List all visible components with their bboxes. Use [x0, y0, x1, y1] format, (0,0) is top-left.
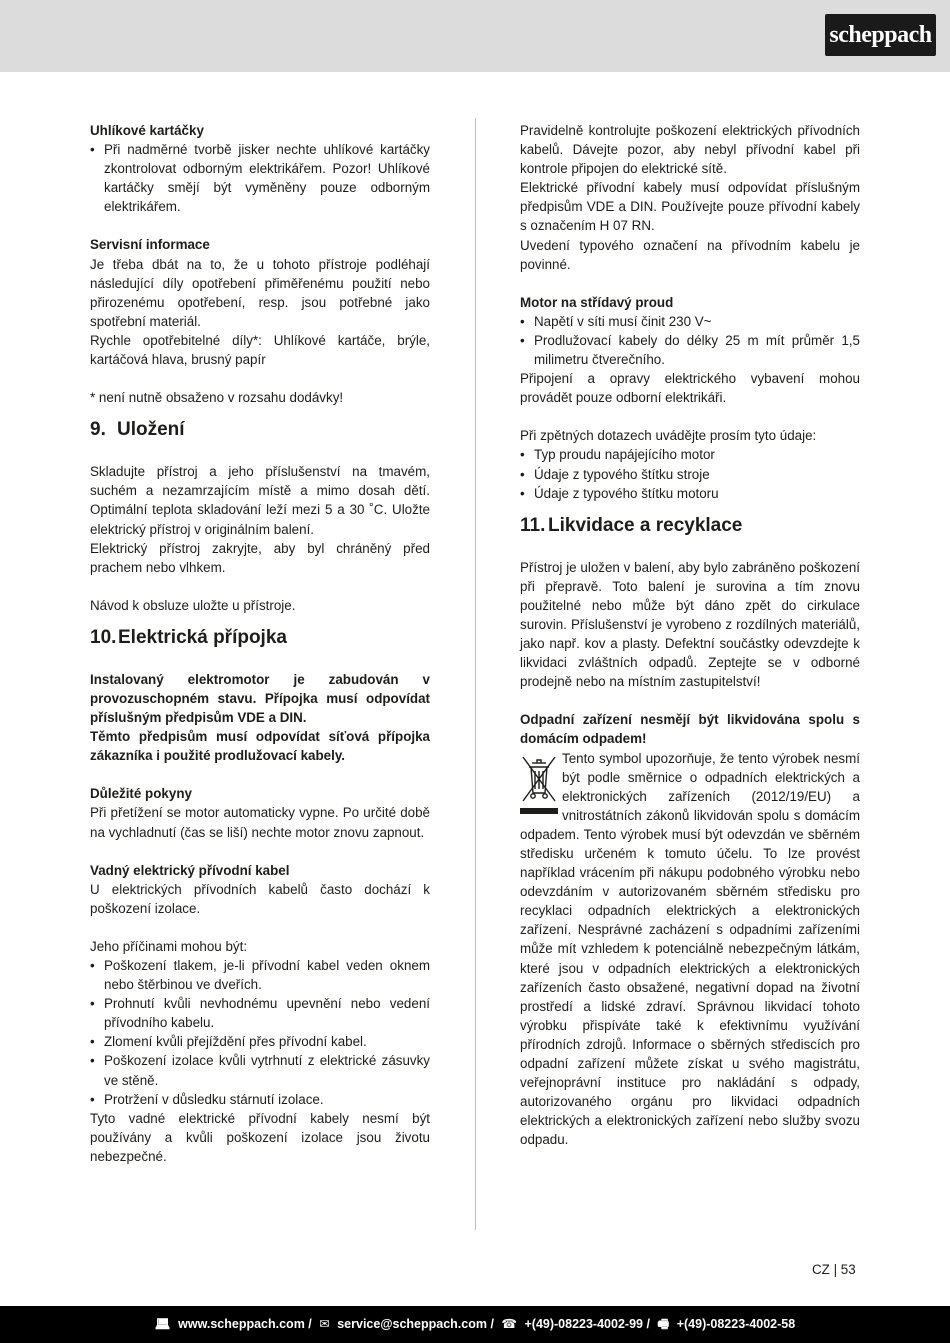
page-number: CZ | 53	[812, 1262, 856, 1277]
causes-intro: Jeho příčinami mohou být:	[90, 938, 248, 954]
inquiry-list	[520, 445, 860, 502]
list-item: • Prohnutí kvůli nevhodnému upevnění nebo vedení přívodního kabelu.	[90, 994, 430, 1032]
important-notes-heading: Důležité pokyny	[90, 786, 192, 802]
email-link[interactable]: service@scheppach.com /	[337, 1317, 494, 1331]
service-info-heading: Servisní informace	[90, 237, 210, 253]
important-notes-paragraph: Při přetížení se motor automaticky vypne. Po určité době na vychladnutí (čas se liší) nechte motor znovu zapnout.	[90, 805, 430, 840]
inquiry-intro: Při zpětných dotazech uvádějte prosím tyto údaje:	[520, 428, 817, 444]
delivery-note: * není nutně obsaženo v rozsahu dodávky!	[90, 390, 344, 406]
repairs-paragraph: Připojení a opravy elektrického vybavení mohou provádět pouze odborní elektrikáři.	[520, 371, 860, 406]
list-item: • Při nadměrné tvorbě jisker nechte uhlíkové kartáčky zkontrolovat odborným elektrikářem. Pozor! Uhlíkové kartáčky smějí být vyměněny pouze odborným elektrikářem.	[90, 140, 430, 216]
list-item: • Poškození tlakem, je-li přívodní kabel veden oknem nebo štěrbinou ve dveřích.	[90, 956, 430, 994]
left-column	[90, 121, 430, 1166]
ac-motor-list	[520, 312, 860, 369]
weee-paragraph: Tento symbol upozorňuje, že tento výrobek nesmí být podle směrnice o odpadních elektrických a elektronických zařízeních (2012/19/EU) a vnitrostátních zákonů likvidován spolu s domácím odpadem. Tento výrobek musí být odevzdán ve sběrném středisku určeném k tomuto účelu. To lze provést například vrácením při nákupu podobného výrobku nebo odevzdáním v autorizovaném sběrném středisku pro recyklaci odpadních elektrických a elektronických zařízení. Nesprávné zacházení s odpadními zařízeními může mít vzhledem k potenciálně nebezpečným látkám, které jsou v odpadních elektrických a elektronických zařízeních často obsažené, negativní dopad na životní prostředí a lidské zdraví. Správnou likvidací tohoto výrobku přispíváte také k efektivnímu využívání přírodních zdrojů. Informace o sběrných střediscích pro odpadní zařízení můžete získat u svého magistrátu, veřejnoprávní instituce pro nakládání s odpady, autorizovaného orgánu pro likvidaci odpadních elektrických a elektronických zařízení nebo služby svozu odpadu.	[520, 750, 860, 1148]
phone-icon: ☎︎	[501, 1317, 517, 1331]
section-heading-storage: 9. Uložení	[90, 419, 185, 441]
faulty-cable-paragraph: U elektrických přívodních kabelů často dochází k poškození izolace.	[90, 881, 430, 916]
weee-block	[520, 749, 860, 1150]
scheppach-logo: scheppach	[825, 14, 936, 56]
motor-installed-paragraph: Instalovaný elektromotor je zabudován v provozuschopném stavu. Přípojka musí odpovídat příslušným předpisům VDE a DIN.	[90, 671, 430, 726]
list-item: • Typ proudu napájejícího motor	[520, 445, 860, 464]
manual-storage-paragraph: Návod k obsluze uložte u přístroje.	[90, 597, 296, 613]
cable-standards-paragraph: Elektrické přívodní kabely musí odpovídat příslušným předpisům VDE a DIN. Používejte pouze přívodní kabely s označením H 07 RN.	[520, 180, 860, 234]
website-link[interactable]: www.scheppach.com /	[178, 1317, 312, 1331]
phone-number: +(49)-08223-4002-99 /	[524, 1317, 650, 1331]
crossed-out-wheelie-bin-icon	[520, 753, 558, 817]
list-item: • Napětí v síti musí činit 230 V~	[520, 312, 860, 331]
carbon-brushes-list	[90, 140, 430, 216]
service-info-paragraph: Je třeba dbát na to, že u tohoto přístroje podléhají následující díly opotřebení přiměřenému použití nebo přirozenému opotřebení, resp. jsou potřebné jako spotřební materiál.	[90, 256, 430, 329]
cable-check-paragraph: Pravidelně kontrolujte poškození elektrických přívodních kabelů. Dávejte pozor, aby nebyl přívodní kabel při kontrole připojen do elektrické sítě.	[520, 123, 860, 177]
storage-paragraph: Skladujte přístroj a jeho příslušenství na tmavém, suchém a nezamrzajícím místě a mimo dosah dětí. Optimální teplota skladování leží mezi 5 a 30 ˚C. Uložte elektrický přístroj v originálním balení.	[90, 464, 430, 537]
regulations-paragraph: Těmto předpisům musí odpovídat síťová přípojka zákazníka i použité prodlužovací kabely.	[90, 729, 430, 764]
section-heading-electrical: 10.Elektrická přípojka	[90, 626, 287, 648]
faulty-cable-heading: Vadný elektrický přívodní kabel	[90, 862, 290, 878]
ac-motor-heading: Motor na střídavý proud	[520, 294, 674, 310]
cable-marking-paragraph: Uvedení typového označení na přívodním kabelu je povinné.	[520, 237, 860, 272]
carbon-brushes-heading: Uhlíkové kartáčky	[90, 123, 204, 138]
list-item: • Protržení v důsledku stárnutí izolace.	[90, 1090, 430, 1109]
list-item: • Údaje z typového štítku stroje	[520, 465, 860, 484]
email-icon: ✉︎	[319, 1317, 330, 1331]
footer-bar	[0, 1306, 950, 1343]
waste-warning-heading: Odpadní zařízení nesmějí být likvidována spolu s domácím odpadem!	[520, 712, 860, 747]
packaging-paragraph: Přístroj je uložen v balení, aby bylo zabráněno poškození při přepravě. Toto balení je surovina a tím znovu použitelné nebo může být dáno zpět do cirkulace surovin. Příslušenství je vyrobeno z rozdílných materiálů, jako např. kov a plasty. Defektní součástky odevzdejte k likvidaci zvláštních odpadů. Zeptejte se v odborné prodejně nebo na místním zastupitelství!	[520, 559, 860, 690]
list-item: • Prodlužovací kabely do délky 25 m mít průměr 1,5 milimetru čtverečního.	[520, 331, 860, 369]
causes-outro: Tyto vadné elektrické přívodní kabely nesmí být používány a kvůli poškození izolace jsou životu nebezpečné.	[90, 1110, 430, 1164]
header-bar	[0, 0, 950, 72]
column-divider	[475, 118, 476, 1230]
list-item: • Údaje z typového štítku motoru	[520, 484, 860, 503]
fax-icon: 🖷︎	[657, 1317, 670, 1331]
causes-list	[90, 956, 430, 1109]
wear-parts-paragraph: Rychle opotřebitelné díly*: Uhlíkové kartáče, brýle, kartáčová hlava, brusný papír	[90, 332, 430, 368]
fax-number: +(49)-08223-4002-58	[676, 1317, 796, 1331]
computer-icon: 💻︎	[154, 1317, 171, 1331]
list-item: • Poškození izolace kvůli vytrhnutí z elektrické zásuvky ve stěně.	[90, 1051, 430, 1089]
right-column	[520, 121, 860, 1150]
section-heading-disposal: 11. Likvidace a recyklace	[520, 514, 743, 536]
list-item: • Zlomení kvůli přejíždění přes přívodní kabel.	[90, 1032, 430, 1051]
storage-cover-paragraph: Elektrický přístroj zakryjte, aby byl chráněný před prachem nebo vlhkem.	[90, 540, 430, 575]
